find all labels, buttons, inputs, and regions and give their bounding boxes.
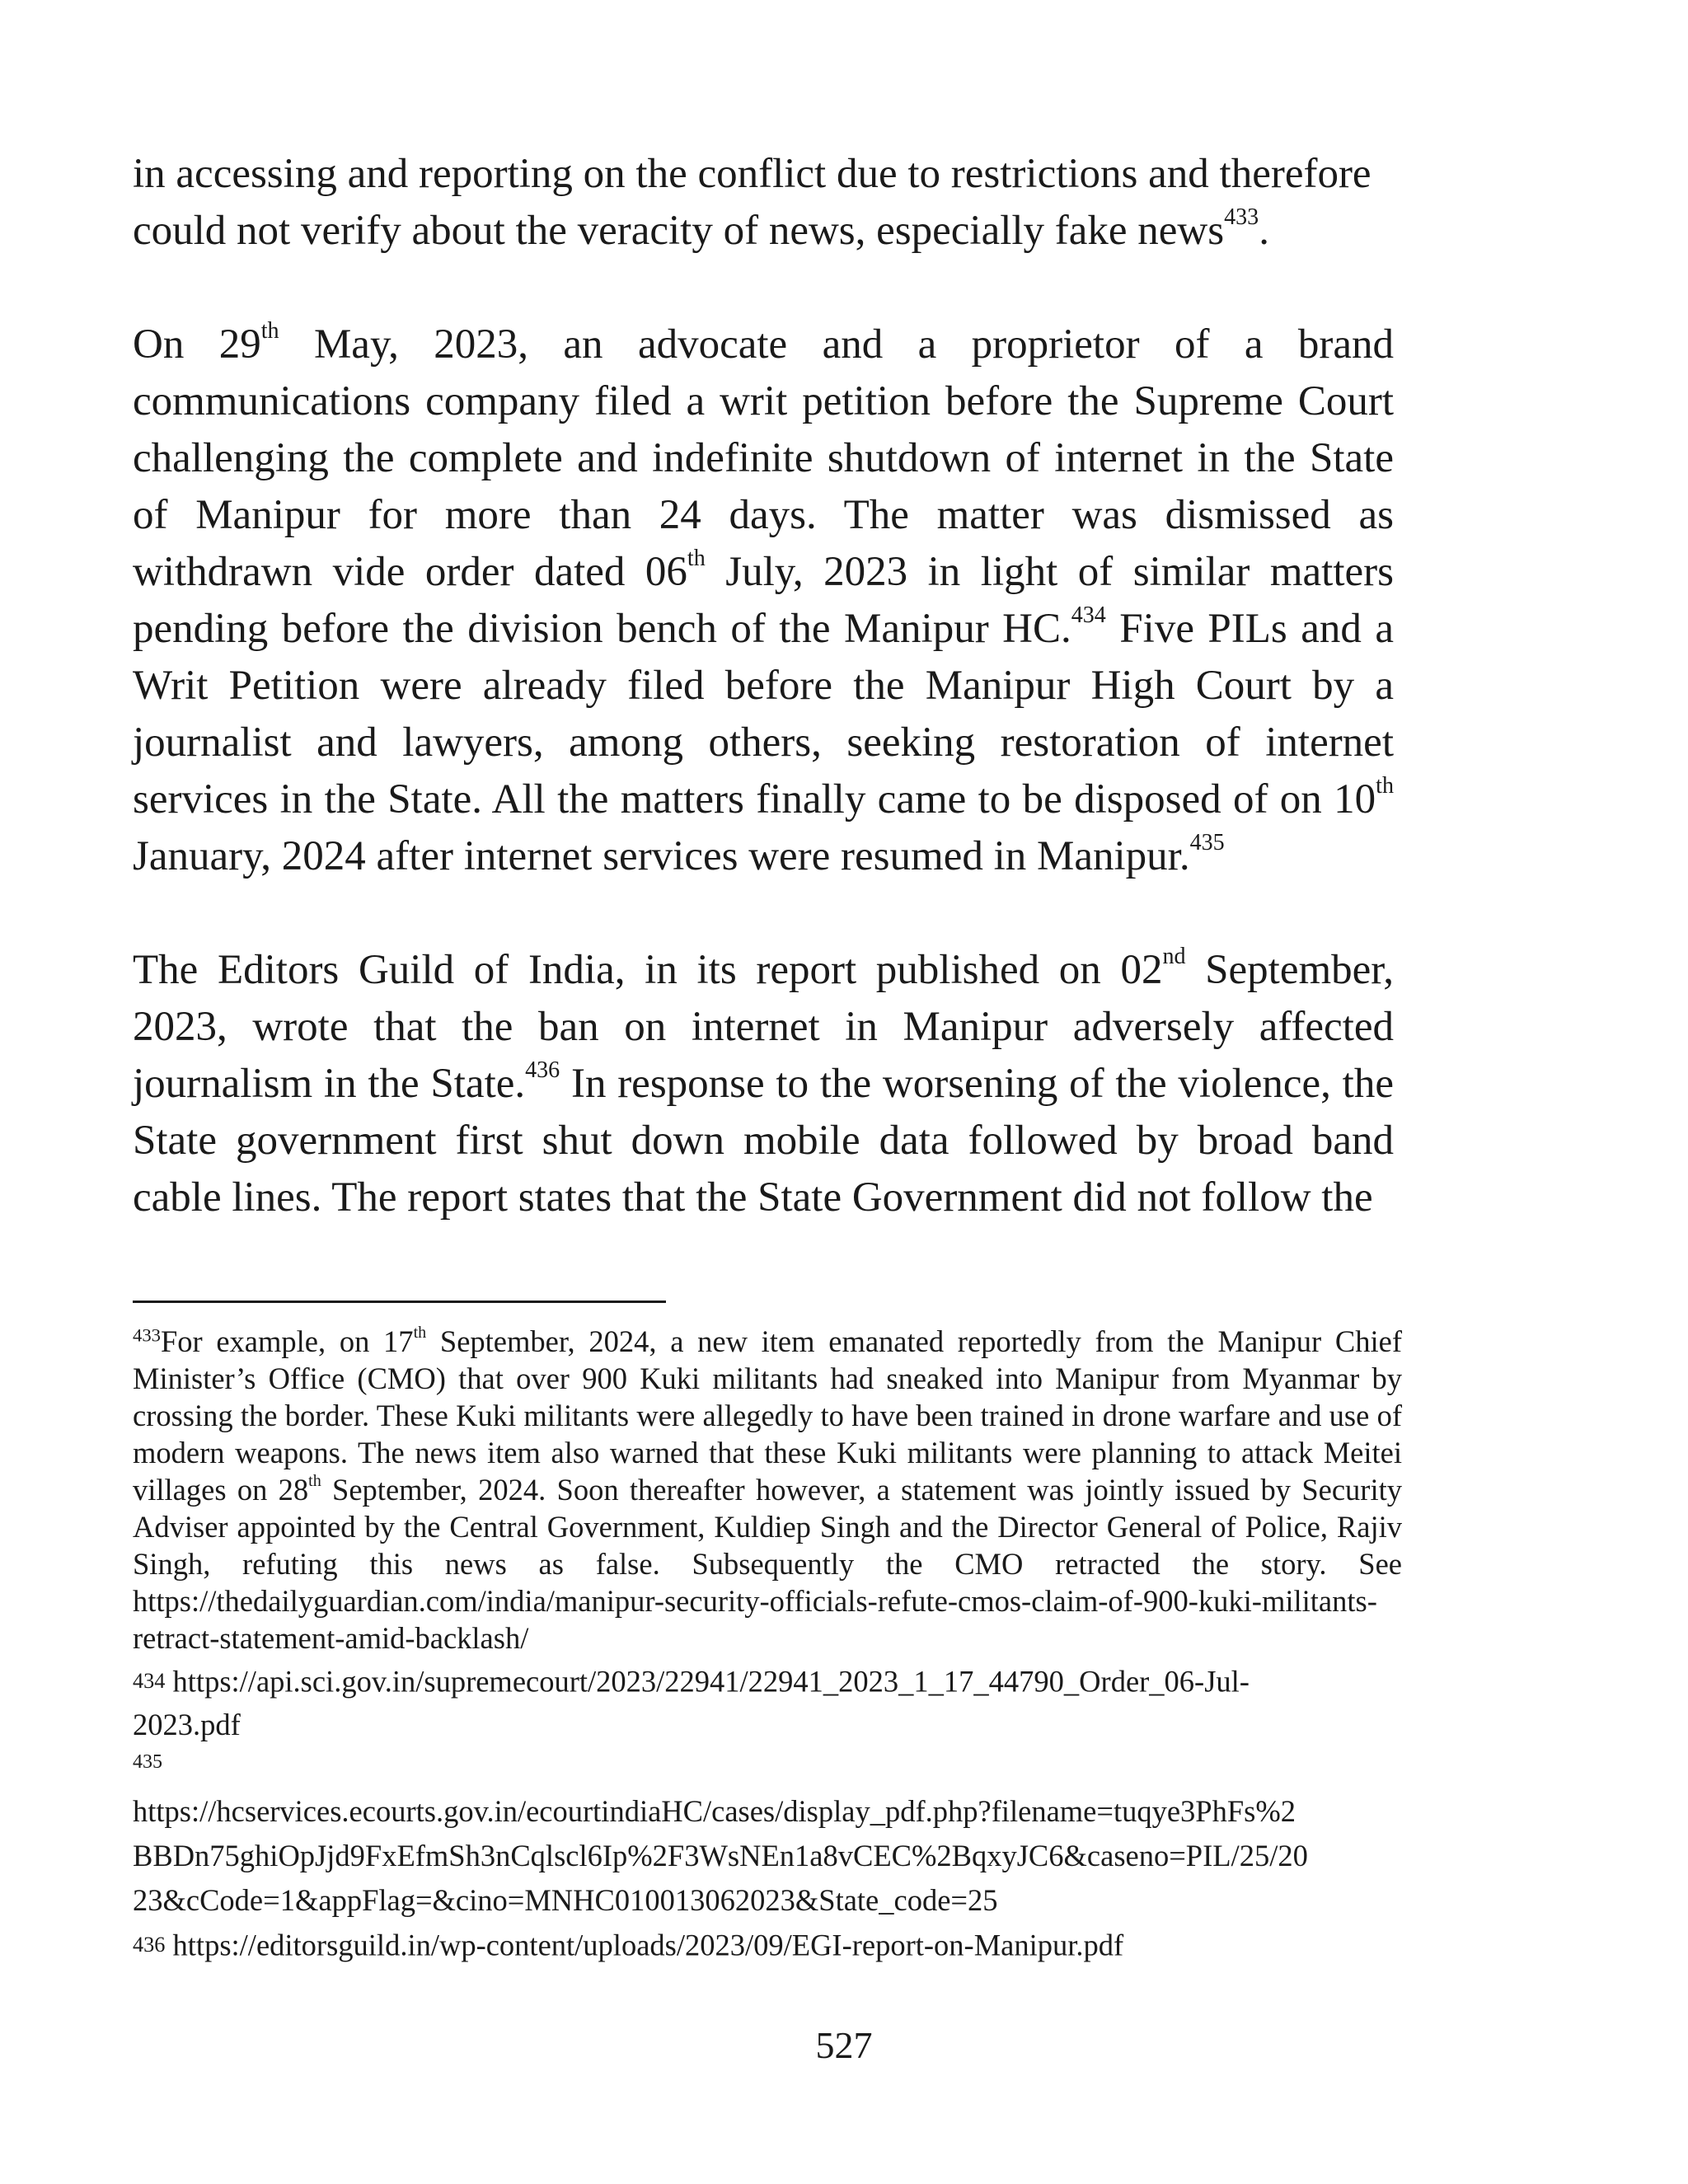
paragraph-text: On 29 [133,321,261,368]
ordinal-suffix: th [413,1323,427,1342]
footnote-link[interactable]: https://hcservices.ecourts.gov.in/ecourtindiaHC/cases/display_pdf.php?filename=tuqye3PhFs%2 [133,1793,1296,1828]
footnote-ref-434[interactable]: 434 [1071,602,1106,629]
footnote-link[interactable]: 2023.pdf [133,1707,241,1741]
paragraph-text: In response to the worsening of the violence, the State government first shut down mobile data followed by broad band cable lines. The report states that the State Government did not follow the [133,1061,1394,1221]
footnote-link[interactable]: 23&cCode=1&appFlag=&cino=MNHC010013062023&State_code=25 [133,1882,998,1917]
footnote-434 [133,1660,1402,1746]
footnote-433 [133,1323,1402,1657]
footnote-435-number: 435 [133,1750,162,1773]
footnote-text: September, 2024, a new item emanated reportedly from the Manipur Chief Minister’s Office (CMO) that over 900 Kuki militants had sneaked into Manipur from Myanmar by crossing the border. These Kuki militants were allegedly to have been trained in drone warfare and use of modern weapons. The news item also warned that these Kuki militants were planning to attack Meitei villages on 28 [133,1324,1402,1507]
footnote-number: 433 [133,1324,161,1346]
footnote-number: 434 [133,1669,166,1693]
paragraph-text: January, 2024 after internet services were resumed in Manipur. [133,833,1190,879]
page-number: 527 [815,2024,873,2066]
footnote-link[interactable]: https://api.sci.gov.in/supremecourt/2023/22941/22941_2023_1_17_44790_Order_06-Jul- [172,1664,1250,1699]
footnote-number: 436 [133,1932,166,1957]
paragraph-text: The Editors Guild of India, in its report published on 02 [133,947,1163,993]
paragraph-editors-guild [133,942,1394,1226]
footnote-link[interactable]: https://editorsguild.in/wp-content/uploads/2023/09/EGI-report-on-Manipur.pdf [172,1928,1124,1962]
footnote-ref-436[interactable]: 436 [525,1057,560,1084]
footnote-ref-433[interactable]: 433 [1224,204,1259,231]
footnote-text: September, 2024. Soon thereafter however, a statement was jointly issued by Security Adviser appointed by the Central Government, Kuldiep Singh and the Director General of Police, Rajiv Singh, refuting this news as false. Subsequently the CMO retracted the story. See https://thedailyguardian.com/india/manipur-security-officials-refute-cmos-claim-of-900-kuki-militants-retract-statement-amid-backlash/ [133,1473,1402,1655]
footnote-text: For example, on 17 [160,1324,414,1358]
footnote-separator [133,1301,666,1303]
paragraph-writ-petition [133,316,1394,885]
paragraph-text: in accessing and reporting on the conflict due to restrictions and therefore could not verify about the veracity of news, especially fake news [133,151,1372,254]
ordinal-suffix: th [308,1471,321,1490]
footnote-link[interactable]: BBDn75ghiOpJjd9FxEfmSh3nCqlscl6Ip%2F3WsNEn1a8vCEC%2BqxyJC6&caseno=PIL/25/20 [133,1838,1308,1872]
footnote-435 [133,1789,1402,1923]
paragraph-text: September, 2023, wrote that the ban on internet in Manipur adversely affected journalism in the State. [133,947,1394,1107]
ordinal-suffix: th [687,546,706,572]
paragraph-text: July, 2023 in light of similar matters pending before the division bench of the Manipur HC. [133,549,1394,652]
paragraph-text: Five PILs and a Writ Petition were already filed before the Manipur High Court by a journalist and lawyers, among others, seeking restoration of internet services in the State. All the matters finally came to be disposed of on 10 [133,606,1394,823]
paragraph-text: May, 2023, an advocate and a proprietor of a brand communications company filed a writ petition before the Supreme Court challenging the complete and indefinite shutdown of internet in the State of Manipur for more than 24 days. The matter was dismissed as withdrawn vide order dated 06 [133,321,1394,595]
ordinal-suffix: nd [1162,944,1186,970]
paragraph-tail: . [1259,208,1269,254]
paragraph-continuation [133,146,1394,260]
footnotes-section [133,1323,1402,1967]
ordinal-suffix: th [260,318,279,344]
footnote-ref-435[interactable]: 435 [1189,830,1225,856]
ordinal-suffix: th [1376,773,1394,799]
footnote-436 [133,1923,1402,1968]
